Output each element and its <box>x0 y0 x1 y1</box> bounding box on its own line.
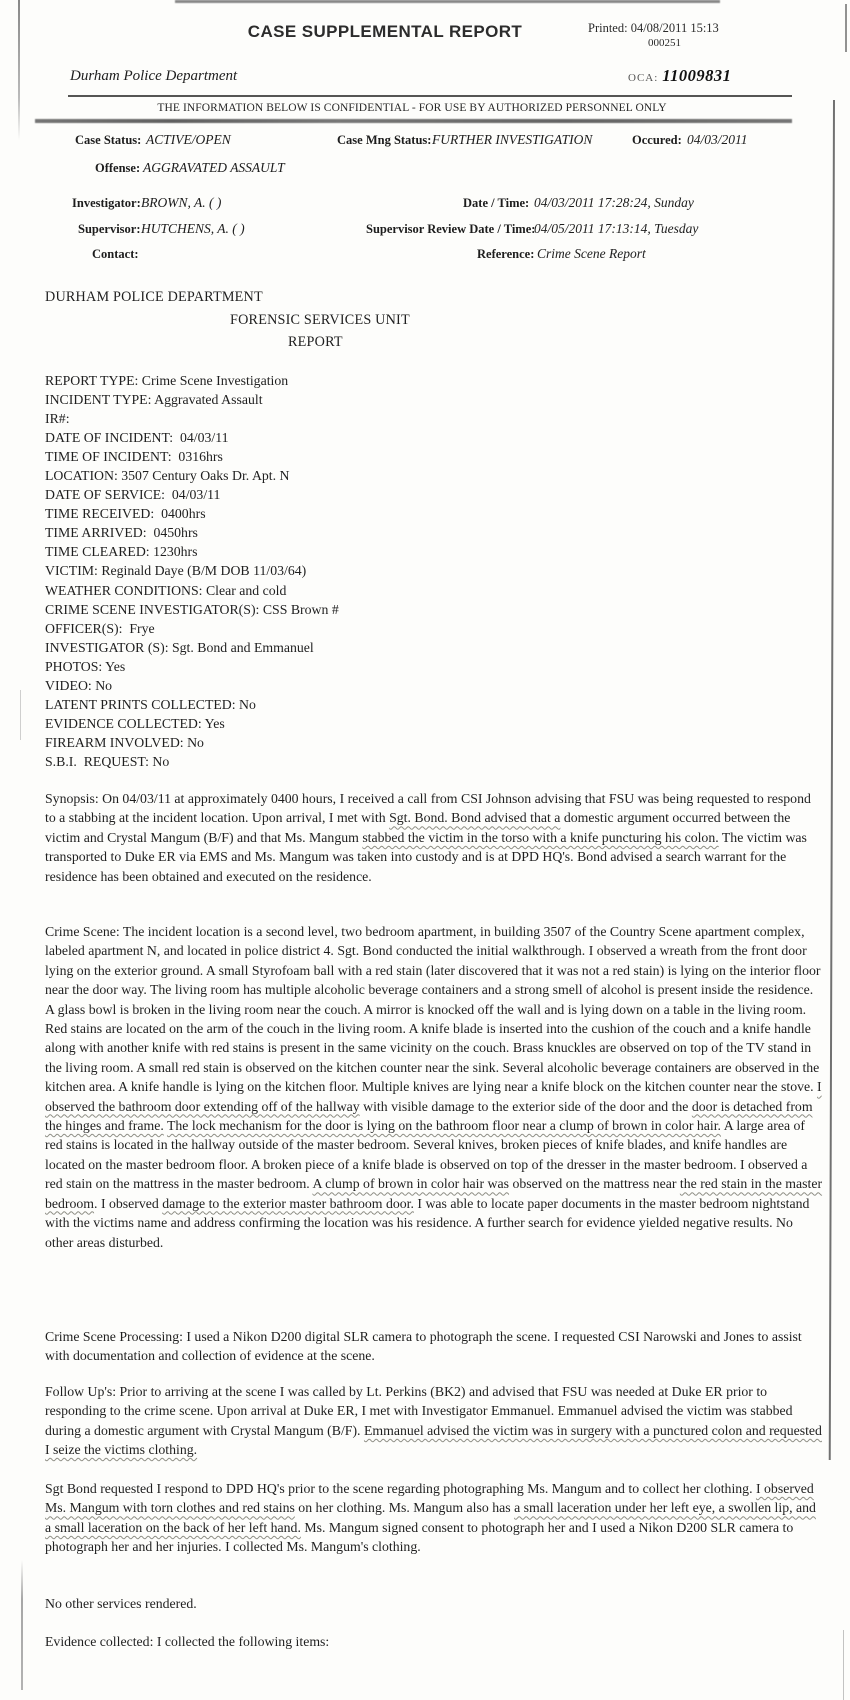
hand-underlined-text: A clump of brown in color hair was <box>312 1176 510 1192</box>
hand-underlined-text: Sgt. Bond. Bond advised that a <box>389 810 561 826</box>
report-field-line: VIDEO: No <box>45 677 113 693</box>
scan-edge-smudge <box>175 0 720 3</box>
page-stamp-number: 000251 <box>648 37 681 49</box>
report-field-line: TIME ARRIVED: 0450hrs <box>45 525 198 541</box>
text-run: on her clothing. Ms. Mangum also has <box>294 1500 515 1516</box>
offense-label: Offense: <box>95 161 141 175</box>
text-run: domestic argument occurred between the victim and Crystal Mangum (B/F) and that Ms. Mangum <box>45 810 791 845</box>
scan-right-bottom-dash <box>843 1630 844 1700</box>
supervisor-label: Supervisor: <box>78 222 141 236</box>
hand-underlined-text: door is detached from the hinges and frame. <box>45 1098 813 1134</box>
unit-heading: FORENSIC SERVICES UNIT <box>230 312 410 328</box>
report-field-line: INVESTIGATOR (S): Sgt. Bond and Emmanuel <box>45 639 314 655</box>
report-field-line: IR#: <box>45 411 70 427</box>
report-field-line: LOCATION: 3507 Century Oaks Dr. Apt. N <box>45 468 290 484</box>
datetime-label: Date / Time: <box>463 196 530 210</box>
followups-paragraph <box>45 1382 823 1460</box>
text-run: Ms. Mangum signed consent to photograph her and I used a Nikon D200 SLR camera to photograph her and her injuries. I collected Ms. Mangum's clothing. <box>45 1519 794 1555</box>
report-heading: REPORT <box>288 334 343 350</box>
hand-underlined-text: I observed Ms. Mangum with torn clothes and red stains <box>45 1481 814 1516</box>
text-run: Crime Scene: The incident location is a second level, two bedroom apartment, in building 3507 of the Country Scene apartment complex, labeled apartment N, and located in police district 4. Sgt. Bond conducted the initial walkthrough. I observed a wreath from the front door lying on the exterior ground. A small Styrofoam ball with a red stain (later discovered that it was not a red stain) is lying on the interior floor near the door way. The living room has multiple alcoholic beverage containers and a strong smell of alcohol is present inside the residence. A glass bowl is broken in the living room near the couch. A mirror is knocked off the wall and is lying down on a table in the living room. Red stains are located on the arm of the couch in the living room. A knife blade is inserted into the cushion of the couch and a knife handle along with another knife with red stains is present in the same vicinity on the couch. Brass knuckles are observed on top of the TV stand in the living room. A small red stain is observed on the kitchen counter near the sink. Several alcoholic beverage containers are observed in the kitchen area. A knife handle is lying on the kitchen floor. Multiple knives are lying near a knife block on the kitchen counter near the stove. <box>45 924 821 1095</box>
scan-left-dash <box>21 1560 23 1690</box>
scan-right-corner-dash <box>845 4 847 52</box>
occured-label: Occured: <box>632 133 682 147</box>
sgt-bond-paragraph <box>45 1479 823 1557</box>
synopsis-paragraph <box>45 789 823 886</box>
hand-underlined-text: Emmanuel advised the victim was in surgery with a punctured colon and requested I seize the victims clothing. <box>45 1422 822 1458</box>
evidence-collected-line: Evidence collected: I collected the following items: <box>45 1634 330 1649</box>
offense-value: AGGRAVATED ASSAULT <box>143 160 285 175</box>
report-field-line: TIME RECEIVED: 0400hrs <box>45 506 206 522</box>
investigator-label: Investigator: <box>72 196 141 210</box>
no-other-services-line: No other services rendered. <box>45 1596 197 1611</box>
crime-scene-paragraph <box>45 922 823 1252</box>
text-run: The victim was transported to Duke ER via EMS and Ms. Mangum was taken into custody and is at DPD HQ's. Bond advised a search warrant for the residence has been obtained and executed on the residence. <box>45 829 807 884</box>
case-mng-status-label: Case Mng Status: <box>337 133 432 147</box>
supervisor-review-value: 04/05/2011 17:13:14, Tuesday <box>534 221 699 236</box>
investigator-value: BROWN, A. ( ) <box>141 195 222 210</box>
report-field-line: REPORT TYPE: Crime Scene Investigation <box>45 373 289 388</box>
datetime-value: 04/03/2011 17:28:24, Sunday <box>534 195 694 210</box>
text-run: . I observed <box>94 1195 163 1211</box>
agency-name: Durham Police Department <box>70 68 238 84</box>
contact-label: Contact: <box>92 247 139 261</box>
scan-left-edge-line <box>18 0 20 140</box>
report-field-line: CRIME SCENE INVESTIGATOR(S): CSS Brown # <box>45 601 339 617</box>
report-field-line: FIREARM INVOLVED: No <box>45 734 204 750</box>
case-mng-status-value: FURTHER INVESTIGATION <box>432 132 593 147</box>
report-field-line: VICTIM: Reginald Daye (B/M DOB 11/03/64) <box>45 563 307 579</box>
case-status-label: Case Status: <box>75 133 142 147</box>
department-heading: DURHAM POLICE DEPARTMENT <box>45 289 263 305</box>
report-field-list <box>45 371 823 771</box>
report-field-line: LATENT PRINTS COLLECTED: No <box>45 696 256 712</box>
hand-underlined-text: The lock mechanism for the door is lying on the bathroom floor near a clump of brown in color hair. <box>166 1118 721 1134</box>
report-field-line: DATE OF INCIDENT: 04/03/11 <box>45 430 229 446</box>
text-run: with visible damage to the exterior side of the door and the <box>359 1098 692 1114</box>
scan-left-dash <box>20 690 21 740</box>
case-status-value: ACTIVE/OPEN <box>146 132 231 147</box>
processing-paragraph: Crime Scene Processing: I used a Nikon D200 digital SLR camera to photograph the scene. I requested CSI Narowski and Jones to assist with documentation and collection of evidence at the scene. <box>45 1329 802 1364</box>
hand-underlined-text: I observed the bathroom door extending off of the hallway <box>45 1079 822 1114</box>
confidential-notice: THE INFORMATION BELOW IS CONFIDENTIAL - FOR USE BY AUTHORIZED PERSONNEL ONLY <box>157 102 667 114</box>
report-field-line: PHOTOS: Yes <box>45 658 126 674</box>
occured-value: 04/03/2011 <box>687 132 748 147</box>
hand-underlined-text: a small laceration under her left eye, a swollen lip, and a small laceration on the back of her left hand. <box>45 1500 816 1535</box>
report-field-line: WEATHER CONDITIONS: Clear and cold <box>45 582 287 598</box>
hand-underlined-text: stabbed the victim in the torso with a knife puncturing his colon. <box>362 829 719 845</box>
confidential-divider <box>35 119 792 123</box>
reference-value: Crime Scene Report <box>537 246 646 261</box>
oca-label: OCA: <box>628 72 659 84</box>
text-run: A large area of red stains is located in the hallway outside of the master bedroom. Several knives, broken pieces of knife blades, and knife handles are located on the master bedroom floor. A broken piece of a knife blade is observed on top of the dresser in the master bedroom. I observed a red stain on the mattress in the master bedroom. <box>45 1118 808 1192</box>
text-run: observed on the mattress near <box>509 1176 680 1192</box>
report-field-line: TIME OF INCIDENT: 0316hrs <box>45 449 223 465</box>
document-title: CASE SUPPLEMENTAL REPORT <box>247 22 523 41</box>
hand-underlined-text: the red stain in the master bedroom <box>45 1176 823 1211</box>
supervisor-value: HUTCHENS, A. ( ) <box>141 221 245 236</box>
supervisor-review-label: Supervisor Review Date / Time: <box>366 222 536 236</box>
report-field-line: S.B.I. REQUEST: No <box>45 753 170 769</box>
report-field-line: OFFICER(S): Frye <box>45 620 155 636</box>
report-field-line: INCIDENT TYPE: Aggravated Assault <box>45 392 263 408</box>
oca-case-number <box>628 66 731 86</box>
report-field-line: DATE OF SERVICE: 04/03/11 <box>45 487 221 503</box>
scan-right-edge-line <box>829 100 835 1460</box>
report-field-line: TIME CLEARED: 1230hrs <box>45 544 198 560</box>
text-run: Sgt Bond requested I respond to DPD HQ's prior to the scene regarding photographing Ms. Mangum and to collect her clothing. <box>45 1481 756 1496</box>
text-run: I was able to locate paper documents in the master bedroom nightstand with the victims name and address confirming the location was his residence. A further search for evidence yielded negative results. No other areas disturbed. <box>45 1195 810 1250</box>
oca-number: 11009831 <box>662 66 732 85</box>
text-run: Synopsis: On 04/03/11 at approximately 0400 hours, I received a call from CSI Johnson advising that FSU was being requested to respond to a stabbing at the incident location. Upon arrival, I met with <box>45 791 811 826</box>
printed-timestamp: Printed: 04/08/2011 15:13 <box>588 21 719 35</box>
text-run: Follow Up's: Prior to arriving at the scene I was called by Lt. Perkins (BK2) and advised that FSU was needed at Duke ER prior to responding to the crime scene. Upon arrival at Duke ER, I met with Investigator Emmanuel. Emmanuel advised the victim was stabbed during a domestic argument with Crystal Mangum (B/F). <box>45 1384 793 1438</box>
reference-label: Reference: <box>477 247 535 261</box>
header-divider <box>68 95 792 97</box>
hand-underlined-text: damage to the exterior master bathroom door. <box>162 1195 414 1211</box>
report-field-line: EVIDENCE COLLECTED: Yes <box>45 715 225 731</box>
